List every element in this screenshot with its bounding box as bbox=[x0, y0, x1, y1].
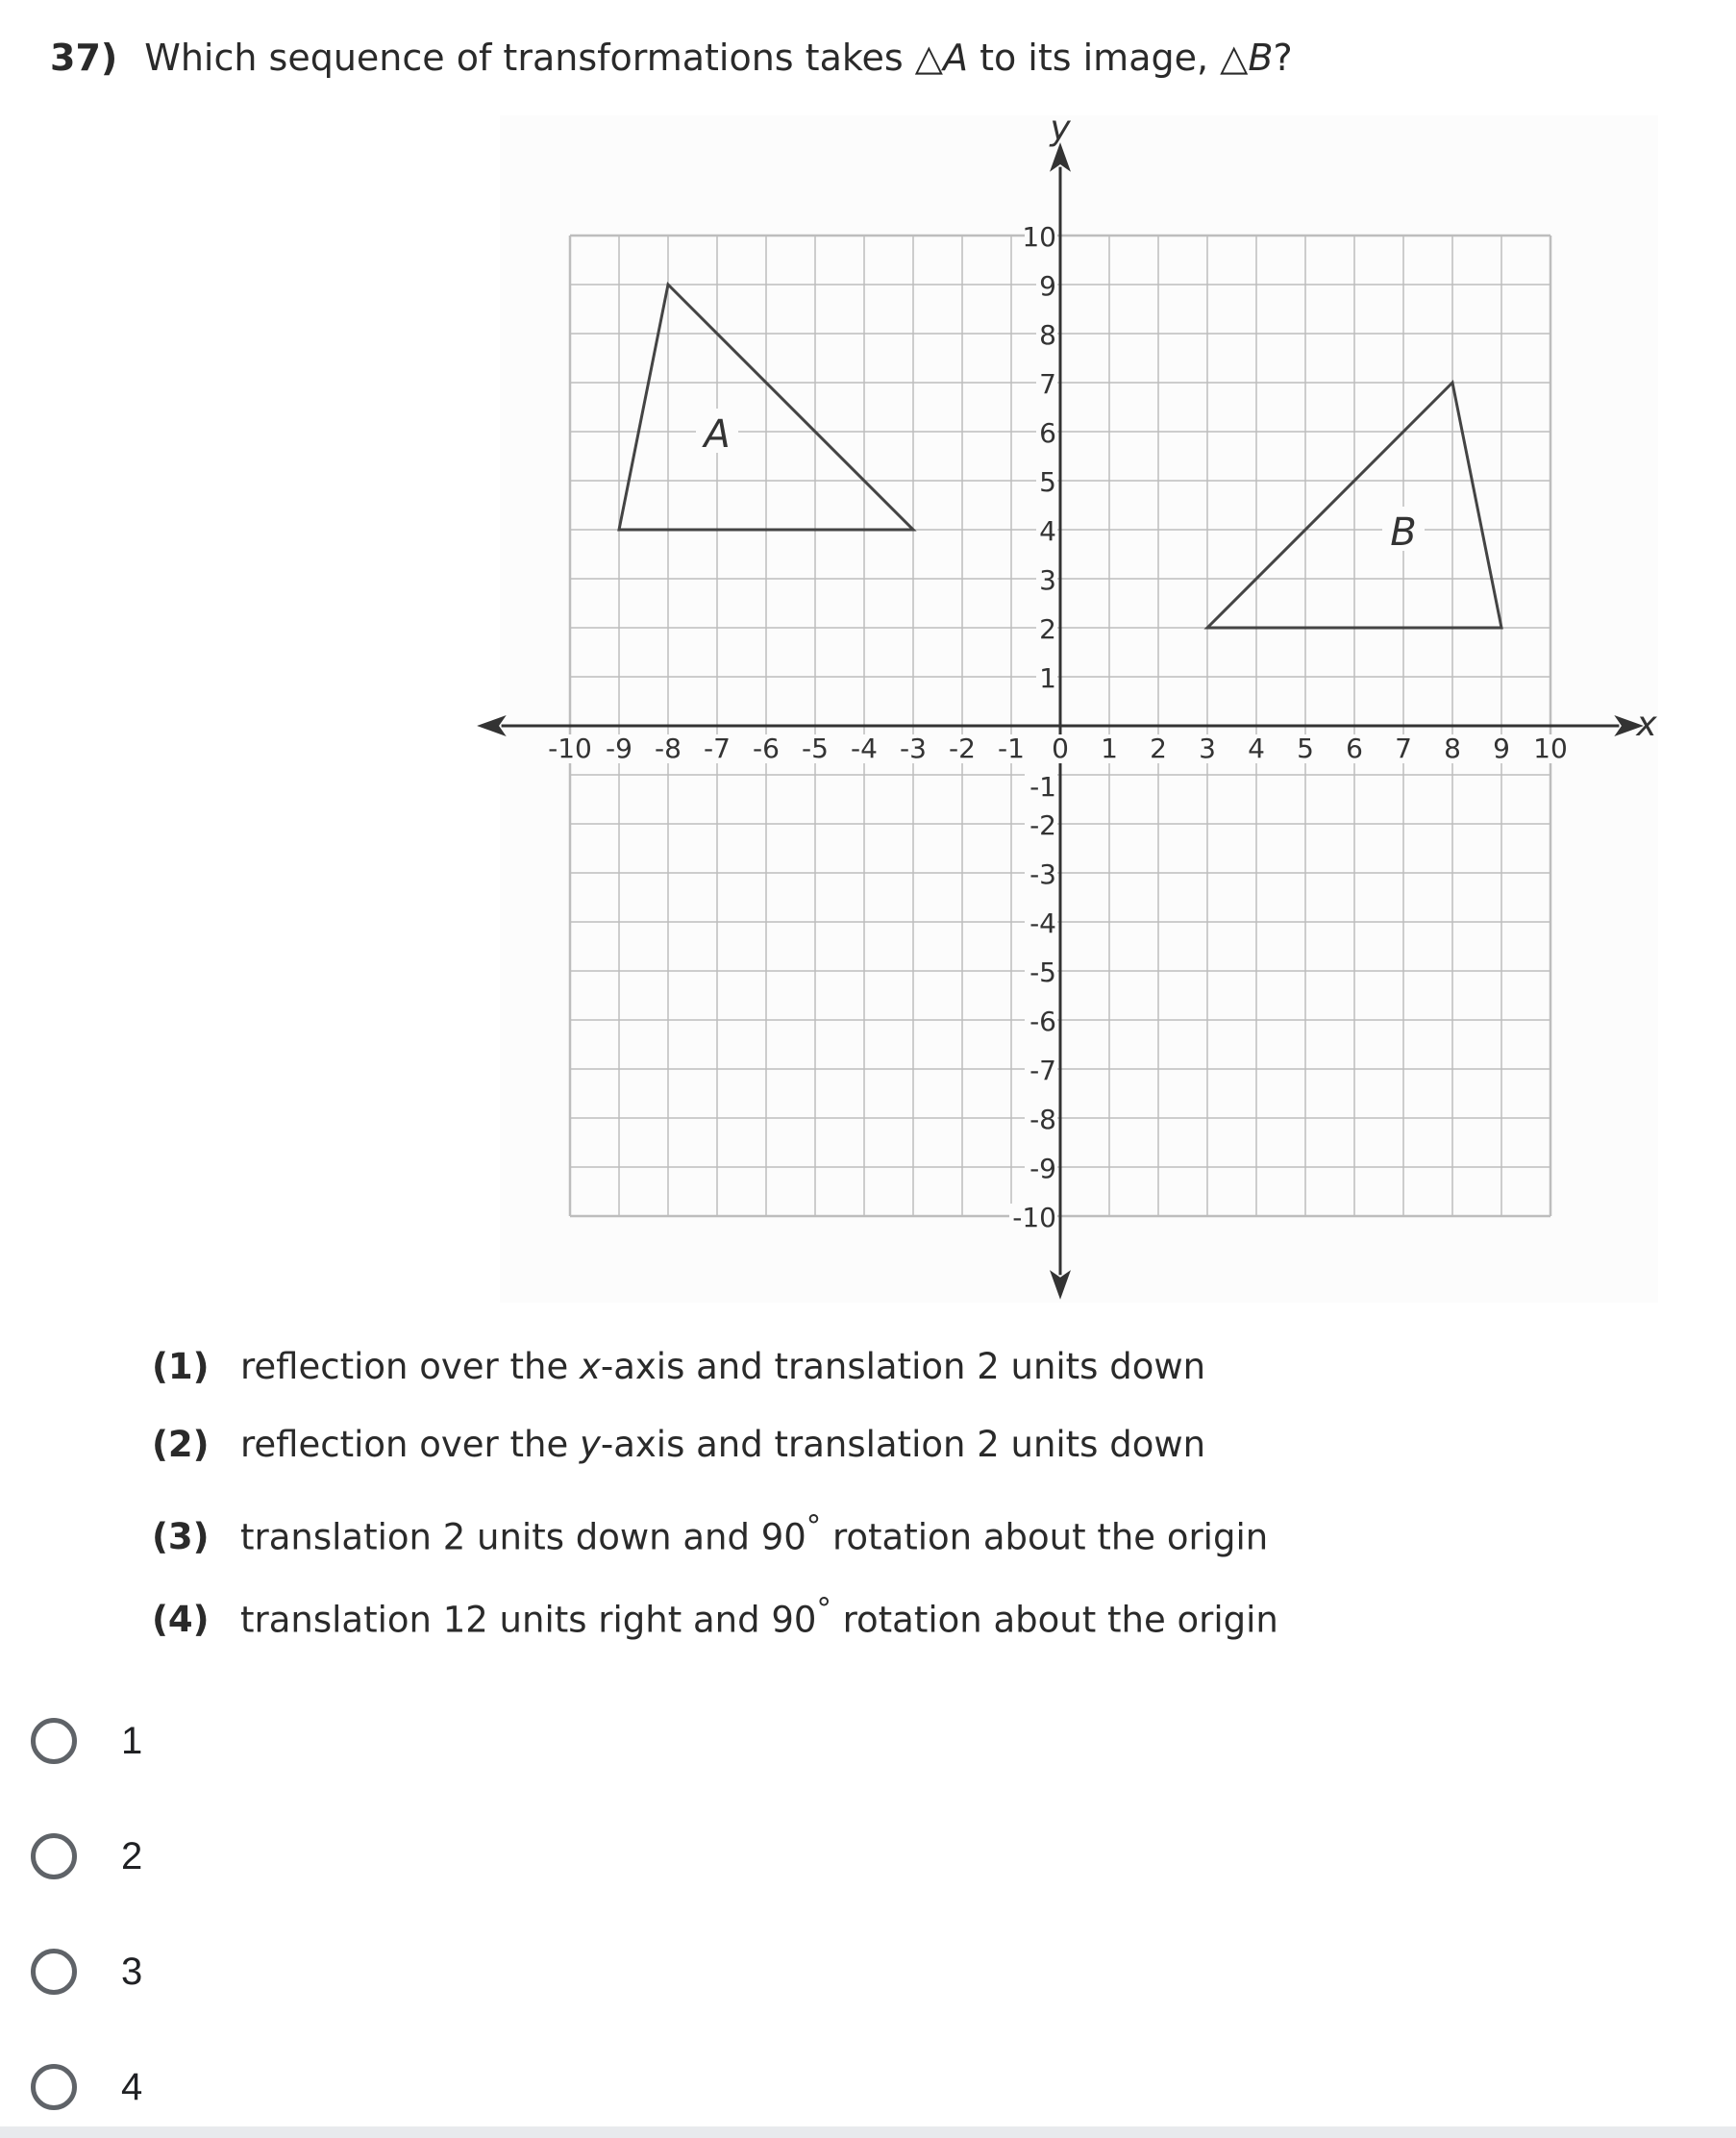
tick-label: 8 bbox=[1444, 733, 1461, 764]
tick-label: -3 bbox=[1029, 858, 1056, 890]
question-text-middle: to its image, △ bbox=[967, 37, 1249, 79]
tick-label: 1 bbox=[1101, 733, 1118, 764]
choice-text: -axis and translation 2 units down bbox=[600, 1424, 1206, 1465]
tick-label: 2 bbox=[1150, 733, 1167, 764]
tick-label: -2 bbox=[1029, 809, 1056, 841]
radio-label[interactable]: 4 bbox=[121, 2065, 143, 2108]
radio-button[interactable] bbox=[31, 1949, 77, 1995]
choice-label: (4) bbox=[152, 1599, 210, 1641]
question-number: 37) bbox=[50, 37, 118, 79]
tick-label: 1 bbox=[1039, 662, 1056, 694]
tick-label: 7 bbox=[1039, 368, 1056, 400]
choice-label: (2) bbox=[152, 1424, 210, 1465]
tick-label: 6 bbox=[1039, 417, 1056, 449]
triangle-label-b: B bbox=[1390, 510, 1417, 555]
choice-label: (3) bbox=[152, 1516, 210, 1558]
choice-var: y bbox=[579, 1424, 601, 1465]
tick-label: 8 bbox=[1039, 319, 1056, 351]
question-text-before: Which sequence of transformations takes △ bbox=[144, 37, 943, 79]
tick-label: -4 bbox=[1029, 907, 1056, 939]
tick-label: -3 bbox=[900, 733, 927, 764]
choice-text: rotation about the origin bbox=[831, 1599, 1278, 1641]
question-text-end: ? bbox=[1273, 37, 1293, 79]
tick-label: -5 bbox=[1029, 957, 1056, 988]
choice-text: -axis and translation 2 units down bbox=[600, 1346, 1206, 1387]
question-shape-a: A bbox=[942, 37, 968, 79]
tick-label: 0 bbox=[1052, 733, 1069, 764]
tick-label: -9 bbox=[606, 733, 632, 764]
tick-label: -4 bbox=[851, 733, 878, 764]
choice-var: x bbox=[579, 1346, 601, 1387]
tick-label: -6 bbox=[1029, 1006, 1056, 1037]
choice-1 bbox=[152, 1346, 1205, 1387]
tick-label: 9 bbox=[1493, 733, 1510, 764]
tick-label: -8 bbox=[655, 733, 682, 764]
y-axis-label: y bbox=[1050, 109, 1071, 148]
tick-label: -10 bbox=[548, 733, 592, 764]
x-axis-label: x bbox=[1636, 705, 1657, 744]
tick-label: -5 bbox=[802, 733, 829, 764]
radio-button[interactable] bbox=[31, 1833, 77, 1879]
tick-label: -7 bbox=[704, 733, 731, 764]
radio-button[interactable] bbox=[31, 2064, 77, 2110]
question-shape-b: B bbox=[1248, 37, 1274, 79]
choice-2 bbox=[152, 1424, 1205, 1465]
radio-label[interactable]: 1 bbox=[121, 1719, 143, 1762]
choice-text: rotation about the origin bbox=[821, 1516, 1269, 1558]
choice-4 bbox=[152, 1592, 1278, 1640]
graph-background bbox=[500, 115, 1658, 1303]
radio-button[interactable] bbox=[31, 1718, 77, 1764]
tick-label: -1 bbox=[1029, 771, 1056, 803]
radio-option-2[interactable] bbox=[31, 1826, 142, 1887]
choice-text: translation 2 units down and 90 bbox=[240, 1516, 806, 1558]
radio-option-3[interactable] bbox=[31, 1941, 142, 2002]
tick-label: 3 bbox=[1039, 564, 1056, 596]
tick-label: -1 bbox=[998, 733, 1025, 764]
tick-label: 10 bbox=[1022, 221, 1056, 253]
tick-label: 6 bbox=[1346, 733, 1363, 764]
choice-text: reflection over the bbox=[240, 1346, 580, 1387]
tick-label: -6 bbox=[753, 733, 780, 764]
tick-label: 7 bbox=[1395, 733, 1412, 764]
radio-option-4[interactable] bbox=[31, 2056, 142, 2118]
tick-label: -8 bbox=[1029, 1104, 1056, 1135]
radio-label[interactable]: 2 bbox=[121, 1834, 143, 1877]
degree-symbol: ° bbox=[806, 1509, 822, 1544]
choice-3 bbox=[152, 1509, 1268, 1557]
tick-label: 10 bbox=[1533, 733, 1568, 764]
choice-text: translation 12 units right and 90 bbox=[240, 1599, 817, 1641]
radio-option-1[interactable] bbox=[31, 1710, 142, 1772]
tick-label: -10 bbox=[1012, 1202, 1056, 1233]
choice-label: (1) bbox=[152, 1346, 210, 1387]
tick-label: 3 bbox=[1199, 733, 1216, 764]
triangle-label-a: A bbox=[704, 412, 731, 457]
radio-label[interactable]: 3 bbox=[121, 1950, 143, 1993]
tick-label: 5 bbox=[1297, 733, 1314, 764]
degree-symbol: ° bbox=[816, 1592, 831, 1627]
tick-label: 4 bbox=[1248, 733, 1265, 764]
bottom-divider bbox=[0, 2126, 1736, 2138]
tick-label: 9 bbox=[1039, 270, 1056, 302]
tick-label: 4 bbox=[1039, 515, 1056, 547]
tick-label: -9 bbox=[1029, 1153, 1056, 1184]
tick-label: -2 bbox=[949, 733, 976, 764]
tick-label: 5 bbox=[1039, 466, 1056, 498]
tick-label: -7 bbox=[1029, 1055, 1056, 1086]
tick-label: 2 bbox=[1039, 613, 1056, 645]
choice-text: reflection over the bbox=[240, 1424, 580, 1465]
